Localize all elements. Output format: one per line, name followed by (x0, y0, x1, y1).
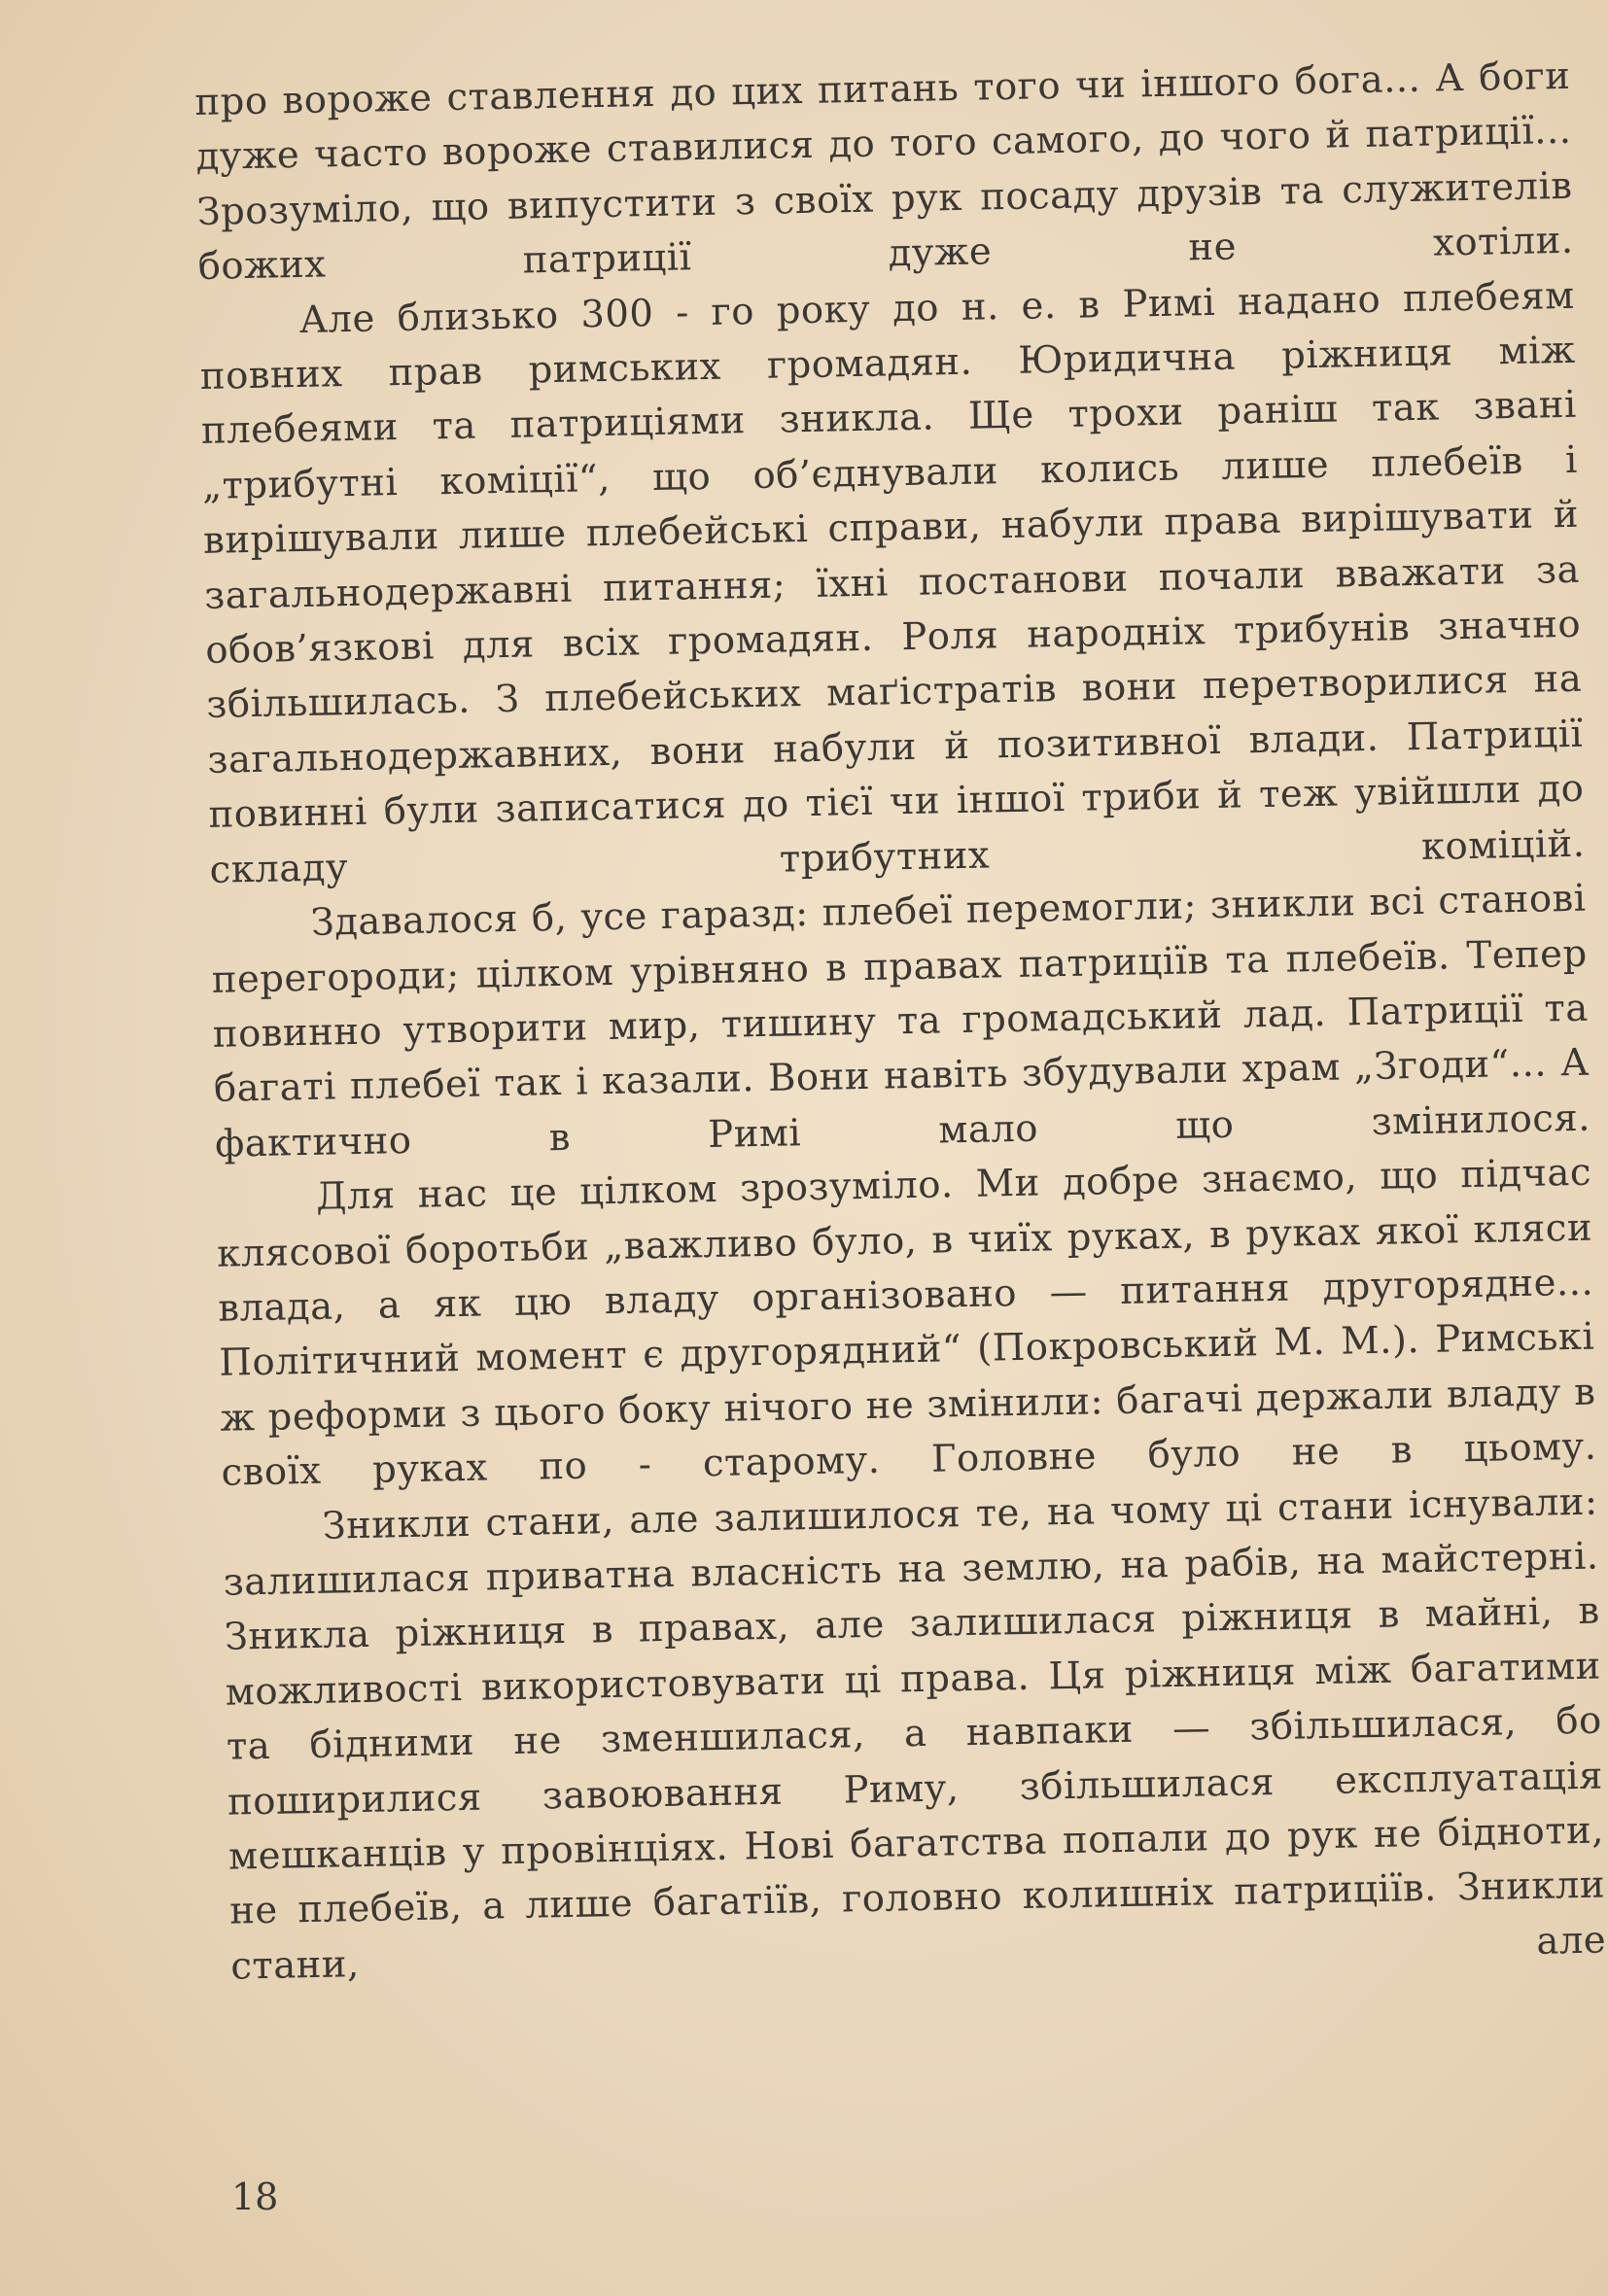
paragraph-4: Для нас це цілком зрозуміло. Ми добре знаємо, що підчас клясової боротьби „важливо було, в чиїх руках, в руках якої кляси влада, а як цю владу організовано — питання другорядне... Політичний момент є другорядний“ (Покровський М. М.). Римські ж реформи з цього боку нічого не змінили: багачі держали владу в своїх руках по - старому. Головне було не в цьому. (216, 1150, 1597, 1495)
paragraph-1: про вороже ставлення до цих питань того чи іншого бога... А боги дуже часто вороже ставилися до того самого, до чого й патриції... Зрозуміло, що випустити з своїх рук посаду друзів та служителів божих патриції дуже не хотіли. (194, 53, 1574, 290)
paragraph-2: Але близько 300 - го року до н. е. в Римі надано плебеям повних прав римських громадян. Юридична ріжниця між плебеями та патриціями зникла. Ще трохи раніш так звані „трибутні комiції“, що об’єднували колись лише плебеїв і вирішували лише плебейські справи, набули права вирішувати й загальнодержавні питання; їхні постанови почали вважати за обов’язкові для всіх громадян. Роля народніх трибунів значно збільшилась. З плебейських маґістратів вони перетворилися на загальнодержавних, вони набули й позитивної влади. Патриції повинні були записатися до тієї чи іншої триби й теж увійшли до складу трибутних комiцій. (199, 273, 1586, 892)
text-body (194, 50, 1607, 1995)
paragraph-3: Здавалося б, усе гаразд: плебеї перемогли; зникли всі станові перегороди; цілком урівняно в правах патриціїв та плебеїв. Тепер повинно утворити мир, тишину та громадський лад. Патриції та багаті плебеї так і казали. Вони навіть збудували храм „Згоди“... А фактично в Римі мало що змінилося. (211, 876, 1591, 1166)
page-number: 18 (231, 2175, 279, 2218)
paragraph-5: Зникли стани, але залишилося те, на чому ці стани існували: залишилася приватна власність на землю, на рабів, на майстерні. Зникла ріжниця в правах, але залишилася ріжниця в майні, в можливості використовувати ці права. Ця ріжниця між багатими та бідними не зменшилася, а навпаки — збільшилася, бо поширилися завоювання Риму, збільшилася експлуатація мешканців у провінціях. Нові багатства попали до рук не бідноти, не плебеїв, а лише багатіїв, головно колишніх патриціїв. Зникли стани, але (223, 1479, 1607, 1989)
